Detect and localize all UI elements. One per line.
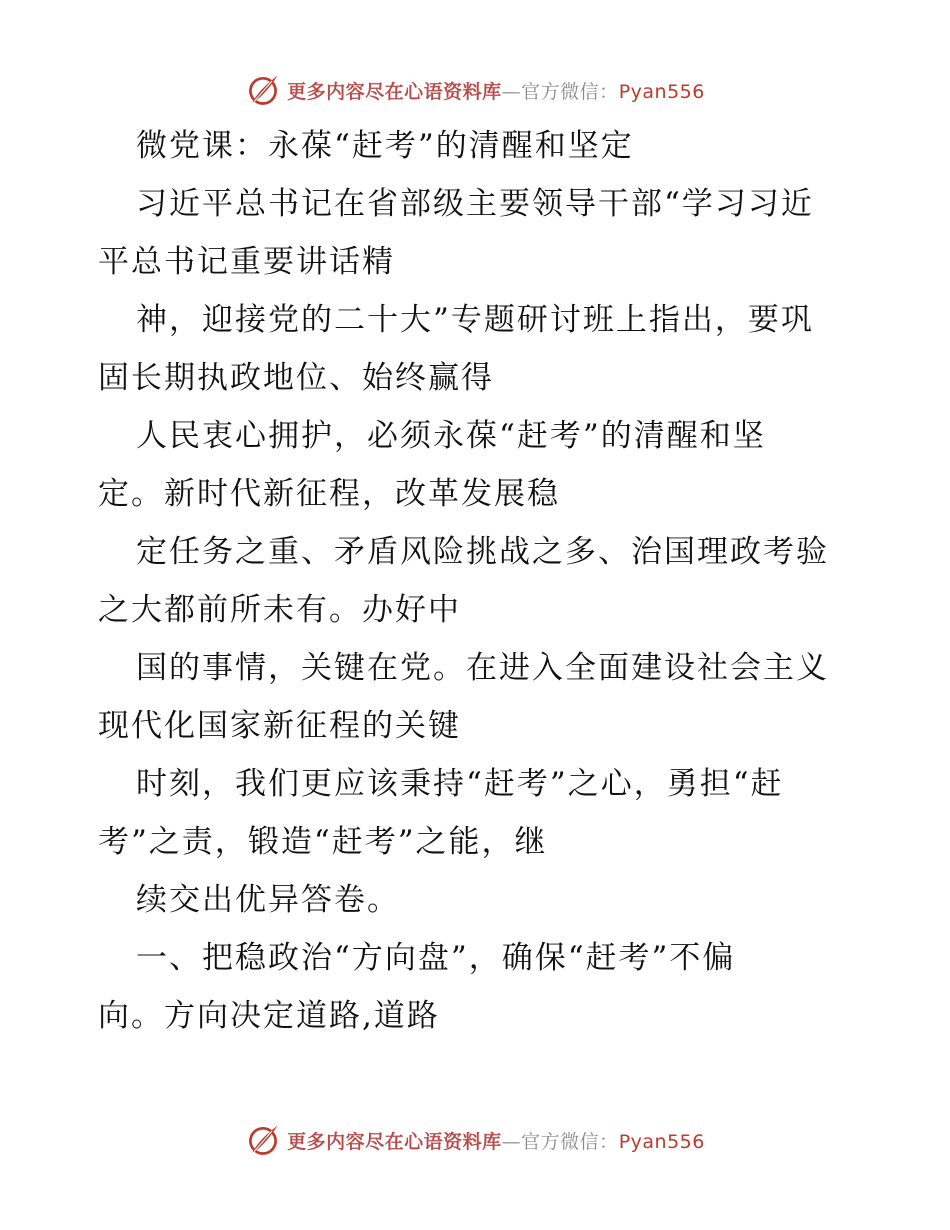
watermark-brand: 更多内容尽在心语资料库	[287, 80, 502, 103]
text-line: 向。方向决定道路,道路	[98, 998, 440, 1034]
watermark-text	[287, 1127, 705, 1154]
watermark-text	[287, 77, 705, 104]
text-line: 定任务之重、矛盾风险挑战之多、治国理政考验	[136, 534, 829, 570]
text-line: 定。新时代新征程，改革发展稳	[98, 476, 560, 512]
watermark-official-label: 官方微信：	[521, 80, 619, 103]
document-body	[98, 117, 858, 1045]
text-line: 神，迎接党的二十大”专题研讨班上指出，要巩	[136, 302, 814, 338]
watermark-dash: —	[501, 80, 522, 103]
text-line: 人民衷心拥护，必须永葆“赶考”的清醒和坚	[136, 418, 766, 454]
watermark-dash: —	[501, 1130, 522, 1153]
text-line: 时刻，我们更应该秉持“赶考”之心，勇担“赶	[136, 766, 784, 802]
watermark-official-label: 官方微信：	[521, 1130, 619, 1153]
footer-watermark	[0, 1120, 950, 1160]
watermark-wechat-id: Pyan556	[618, 1130, 705, 1153]
text-line: 续交出优异答卷。	[136, 882, 400, 918]
feather-pen-logo-icon	[245, 72, 281, 108]
watermark-wechat-id: Pyan556	[618, 80, 705, 103]
feather-pen-logo-icon	[245, 1122, 281, 1158]
text-line: 微党课：永葆“赶考”的清醒和坚定	[136, 128, 634, 164]
text-line: 习近平总书记在省部级主要领导干部“学习习近	[136, 186, 814, 222]
text-line: 一、把稳政治“方向盘”，确保“赶考”不偏	[136, 940, 736, 976]
header-watermark	[0, 70, 950, 110]
watermark-brand: 更多内容尽在心语资料库	[287, 1130, 502, 1153]
text-line: 平总书记重要讲话精	[98, 244, 395, 280]
text-line: 固长期执政地位、始终赢得	[98, 360, 494, 396]
text-line: 现代化国家新征程的关键	[98, 708, 461, 744]
text-line: 国的事情，关键在党。在进入全面建设社会主义	[136, 650, 829, 686]
text-line: 之大都前所未有。办好中	[98, 592, 461, 628]
text-line: 考”之责，锻造“赶考”之能，继	[98, 824, 548, 860]
